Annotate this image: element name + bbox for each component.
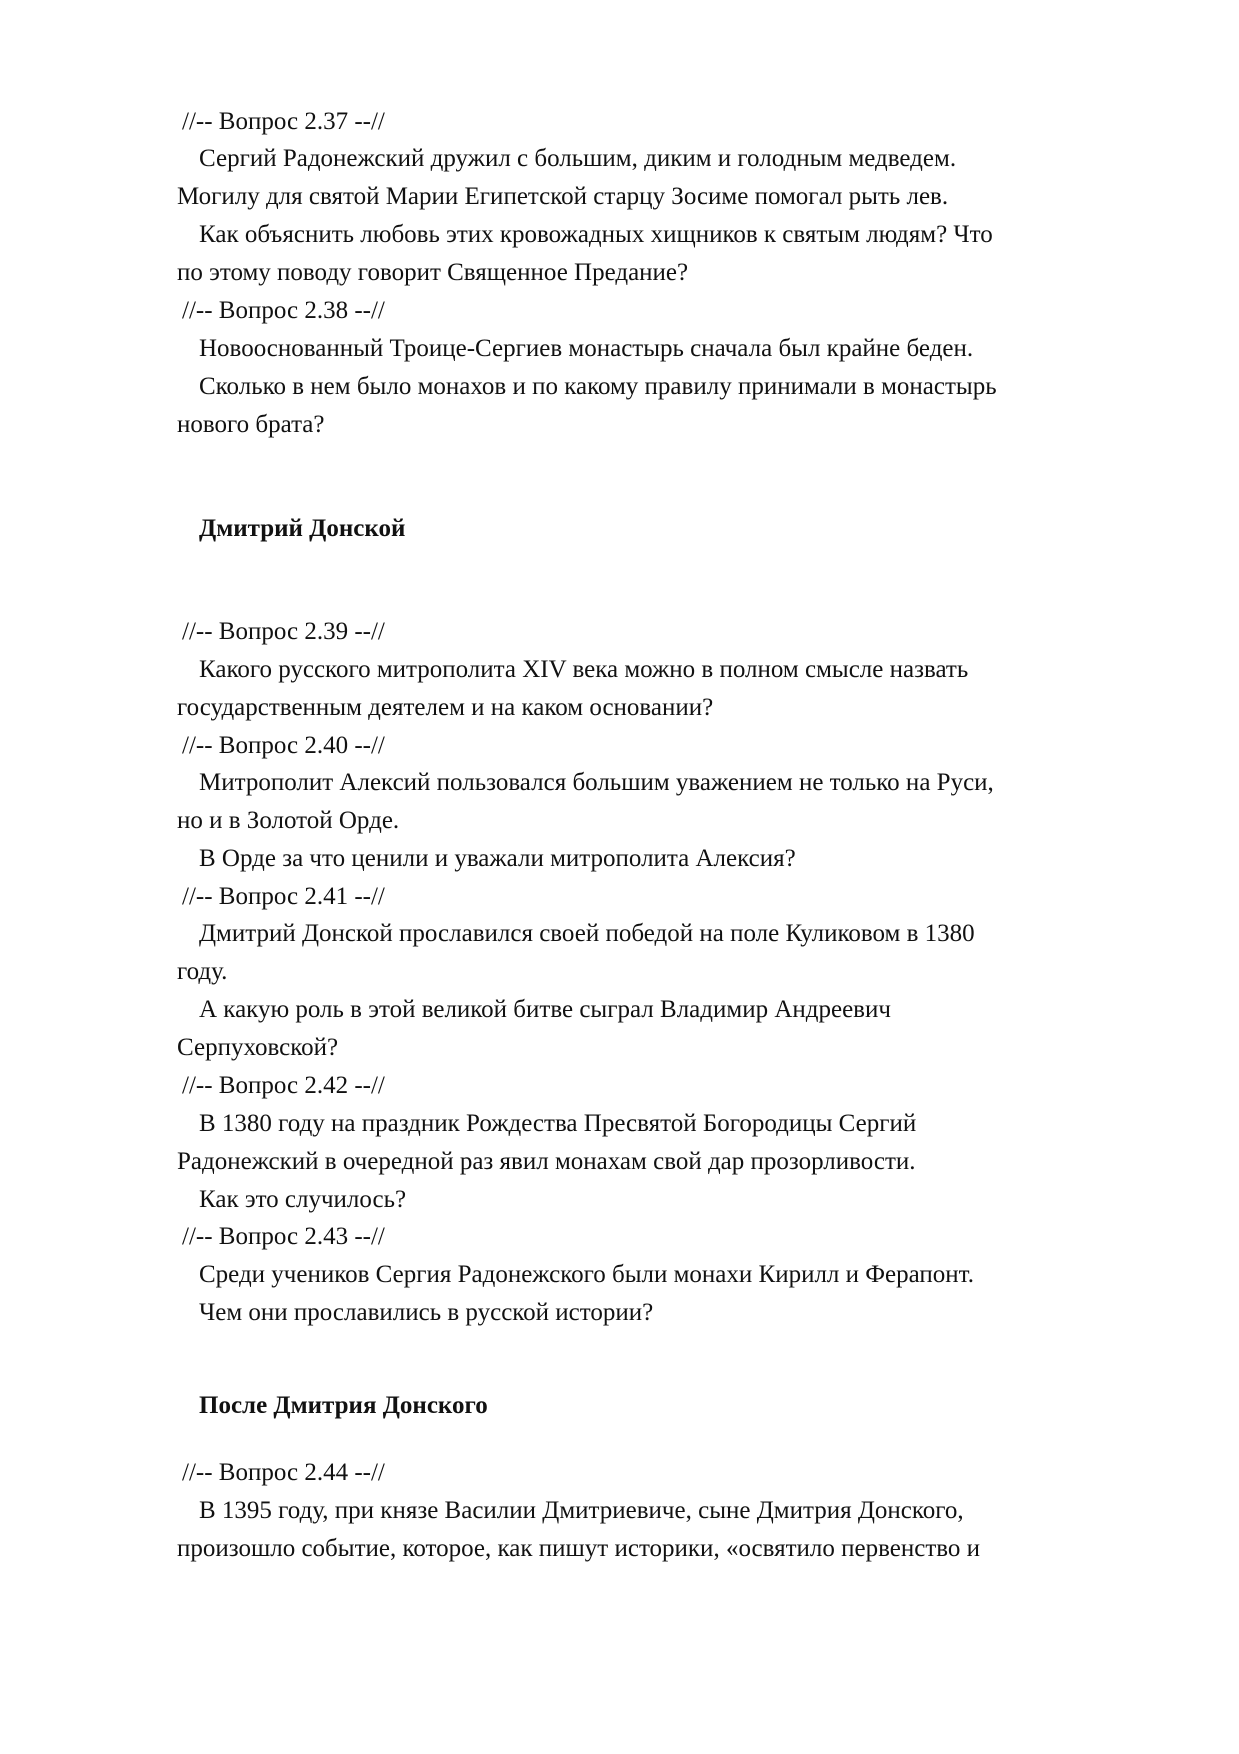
question-marker: //-- Вопрос 2.39 --// — [182, 618, 385, 645]
paragraph-line: Митрополит Алексий пользовался большим уважением не только на Руси, — [199, 769, 994, 796]
paragraph-line: В 1395 году, при князе Василии Дмитриевиче, сыне Дмитрия Донского, — [199, 1497, 964, 1524]
paragraph-line: Новооснованный Троице-Сергиев монастырь сначала был крайне беден. — [199, 335, 974, 362]
section-heading: Дмитрий Донской — [199, 515, 406, 542]
question-marker: //-- Вопрос 2.42 --// — [182, 1072, 385, 1099]
paragraph-line: Сколько в нем было монахов и по какому правилу принимали в монастырь — [199, 373, 997, 400]
paragraph-line: В Орде за что ценили и уважали митрополита Алексия? — [199, 845, 796, 872]
paragraph-line: году. — [177, 958, 228, 985]
paragraph-line: Дмитрий Донской прославился своей победой на поле Куликовом в 1380 — [199, 920, 975, 947]
paragraph-line: Как объяснить любовь этих кровожадных хищников к святым людям? Что — [199, 221, 993, 248]
question-marker: //-- Вопрос 2.43 --// — [182, 1223, 385, 1250]
paragraph-line: Как это случилось? — [199, 1186, 407, 1213]
paragraph-line: по этому поводу говорит Священное Предание? — [177, 259, 689, 286]
paragraph-line: государственным деятелем и на каком основании? — [177, 694, 714, 721]
question-marker: //-- Вопрос 2.44 --// — [182, 1459, 385, 1486]
paragraph-line: нового брата? — [177, 411, 325, 438]
paragraph-line: Среди учеников Сергия Радонежского были монахи Кирилл и Ферапонт. — [199, 1261, 974, 1288]
question-marker: //-- Вопрос 2.37 --// — [182, 108, 385, 135]
question-marker: //-- Вопрос 2.38 --// — [182, 297, 385, 324]
question-marker: //-- Вопрос 2.41 --// — [182, 883, 385, 910]
paragraph-line: Радонежский в очередной раз явил монахам свой дар прозорливости. — [177, 1148, 916, 1175]
paragraph-line: В 1380 году на праздник Рождества Пресвятой Богородицы Сергий — [199, 1110, 917, 1137]
paragraph-line: Сергий Радонежский дружил с большим, диким и голодным медведем. — [199, 145, 957, 172]
paragraph-line: но и в Золотой Орде. — [177, 807, 400, 834]
paragraph-line: произошло событие, которое, как пишут историки, «освятило первенство и — [177, 1535, 981, 1562]
paragraph-line: А какую роль в этой великой битве сыграл Владимир Андреевич — [199, 996, 891, 1023]
paragraph-line: Серпуховской? — [177, 1034, 339, 1061]
paragraph-line: Могилу для святой Марии Египетской старцу Зосиме помогал рыть лев. — [177, 183, 949, 210]
question-marker: //-- Вопрос 2.40 --// — [182, 732, 385, 759]
paragraph-line: Какого русского митрополита XIV века можно в полном смысле назвать — [199, 656, 969, 683]
paragraph-line: Чем они прославились в русской истории? — [199, 1299, 654, 1326]
section-heading: После Дмитрия Донского — [199, 1392, 488, 1419]
